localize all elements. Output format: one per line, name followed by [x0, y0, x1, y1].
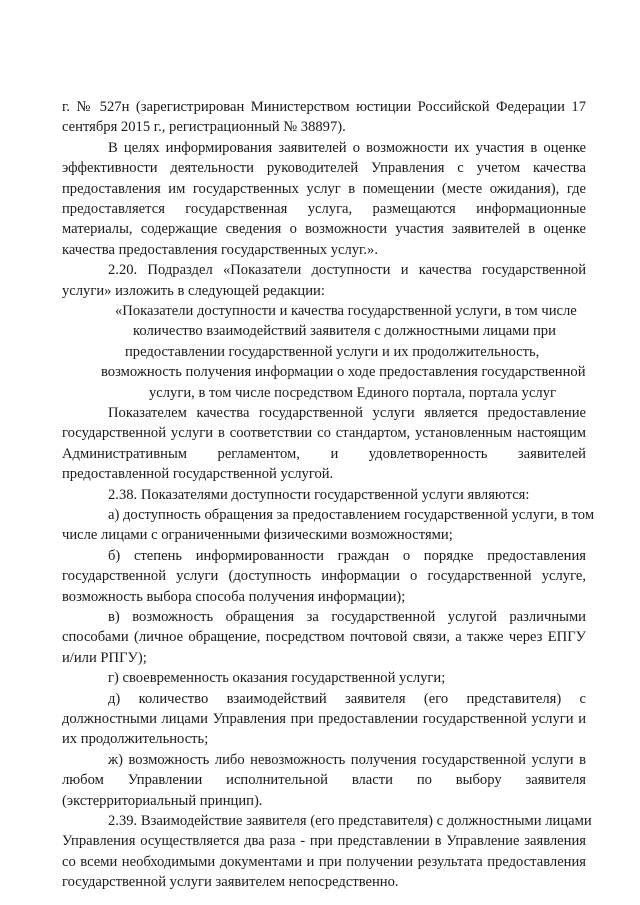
text-line: предоставленной государственной услугой.: [62, 466, 334, 483]
text-line: и/или РПГУ);: [62, 649, 147, 666]
text-line: государственной услуги (доступность информации о государственной услуге,: [62, 568, 586, 585]
text-line: В целях информирования заявителей о возможности их участия в оценке: [108, 139, 586, 156]
text-line: любом Управлении исполнительной власти по выбору заявителя: [62, 772, 586, 789]
quote-line: количество взаимодействий заявителя с должностными лицами при: [133, 323, 556, 340]
text-line: их продолжительность;: [62, 731, 209, 748]
text-line: эффективности деятельности руководителей Управления с учетом качества: [62, 160, 586, 177]
text-line: а) доступность обращения за предоставлением государственной услуги, в том: [108, 507, 595, 523]
text-line: возможность выбора способа получения информации);: [62, 588, 406, 605]
text-line: г. № 527н (зарегистрирован Министерством юстиции Российской Федерации 17: [62, 99, 586, 115]
text-line: Административным регламентом, и удовлетворенность заявителей: [62, 445, 586, 462]
text-line: со всеми необходимыми документами и при получении результата предоставления: [62, 853, 586, 870]
text-line: ж) возможность либо невозможность получения государственной услуги в: [108, 751, 586, 768]
quote-line: услуги, в том числе посредством Единого портала, портала услуг: [149, 384, 556, 401]
text-line: государственной услуги в соответствии со стандартом, установленным настоящим: [62, 425, 586, 442]
quote-line: «Показатели доступности и качества государственной услуги, в том числе: [115, 303, 577, 319]
text-line: предоставления им государственных услуг в помещении (месте ожидания), где: [62, 180, 586, 197]
text-line: материалы, содержащие сведения о возможности участия заявителей в оценке: [62, 221, 586, 238]
text-line: д) количество взаимодействий заявителя (его представителя) с: [108, 690, 586, 707]
text-line: услуги» изложить в следующей редакции:: [62, 282, 325, 299]
text-line: предоставляется государственная услуга, размещаются информационные: [62, 201, 586, 217]
text-line: сентября 2015 г., регистрационный № 38897).: [62, 119, 346, 136]
text-line: 2.20. Подраздел «Показатели доступности и качества государственной: [108, 262, 586, 279]
text-line: способами (личное обращение, посредством почтовой связи, а также через ЕПГУ: [62, 629, 586, 646]
quote-line: возможность получения информации о ходе предоставления государственной: [101, 364, 586, 381]
text-line: б) степень информированности граждан о порядке предоставления: [108, 547, 586, 564]
text-line: качества предоставления государственных услуг.».: [62, 241, 378, 258]
text-line: Управления осуществляется два раза - при представлении в Управление заявления: [62, 833, 586, 850]
text-line: государственной услуги заявителем непосредственно.: [62, 874, 399, 891]
text-line: должностными лицами Управления при предоставлении государственной услуги и: [62, 711, 586, 727]
text-line: в) возможность обращения за государственной услугой различными: [108, 609, 586, 625]
quote-line: предоставлении государственной услуги и их продолжительность,: [125, 343, 540, 360]
text-line: г) своевременность оказания государственной услуги;: [108, 670, 446, 687]
text-line: (экстерриториальный принцип).: [62, 792, 263, 809]
text-line: 2.39. Взаимодействие заявителя (его представителя) с должностными лицами: [108, 813, 592, 829]
text-line: 2.38. Показателями доступности государственной услуги являются:: [108, 486, 530, 503]
text-line: Показателем качества государственной услуги является предоставление: [108, 405, 586, 421]
text-line: числе лицами с ограниченными физическими возможностями;: [62, 527, 453, 544]
